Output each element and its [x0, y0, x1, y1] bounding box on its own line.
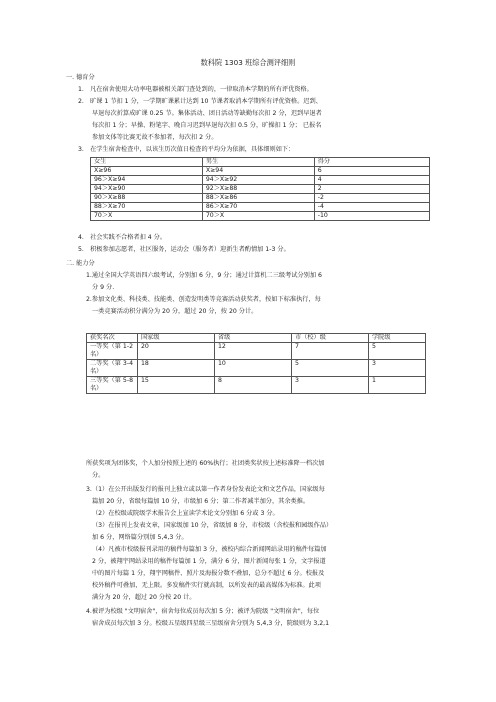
table-header-cell: 男生 [202, 158, 314, 167]
award-note-line-2: 分。 [92, 472, 105, 479]
ability-3-line-7: 2 分，被翔宇网站录用的稿件每篇加 1 分，满分 6 分，图片新闻每张 1 分，文字报道 [92, 558, 326, 565]
ability-1-line-1: 1.通过全国大学英语四六级考试，分别加 6 分，9 分；通过计算机二三级考试分别加 6 [86, 272, 322, 279]
ability-3-line-10: 满分为 20 分，超过 20 分按 20 计。 [92, 594, 196, 601]
ability-3-line-3: （2）在校级或院级学术报告会上宣读学术论文分别加 6 分或 3 分。 [92, 510, 279, 517]
table-cell: 88＞X≥70 [91, 203, 203, 212]
table-cell: 三等奖（第 5-8 名） [87, 377, 138, 394]
table-cell: 2 [314, 185, 429, 194]
table-cell: 86＞X≥70 [202, 203, 314, 212]
rule-2-line-1: 2. 旷课 1 节扣 1 分，一学期旷课累计达到 10 节课者取消本学期所有评优资格。迟到、 [78, 98, 322, 105]
table-cell: 4 [314, 176, 429, 185]
table-cell: 96＞X≥94 [91, 176, 203, 185]
ability-3-line-4: （3）在报刊上发表文章，国家级加 10 分，省级加 8 分，市校级（含校报和园级作品） [92, 522, 333, 529]
section-heading-ability: 二. 能力分 [66, 260, 95, 267]
table-cell: 3 [292, 377, 369, 394]
table-header-row [87, 334, 426, 343]
rule-2-line-2: 早退每次折算成旷课 0.25 节。集体活动、团日活动等缺勤每次扣 2 分，迟到早退者 [92, 110, 322, 117]
table-cell: 90＞X≥88 [91, 194, 203, 203]
rule-3: 3. 在学生宿舍检查中，以该生历次值日检查的平均分为依据，具体细则如下： [78, 146, 295, 153]
table-cell: 一等奖（第 1-2 名） [87, 343, 138, 360]
table-cell: -4 [314, 203, 429, 212]
table-cell: 8 [215, 377, 292, 394]
table-header-cell: 国家级 [138, 334, 215, 343]
table-cell: 92＞X≥88 [202, 185, 314, 194]
table-row [91, 203, 430, 212]
rule-4: 4. 社会实践不合格者扣 4 分。 [78, 234, 167, 241]
table-cell: 70＞X [202, 212, 314, 221]
table-cell: 5 [292, 360, 369, 377]
table-cell: -2 [314, 194, 429, 203]
ability-4-line-2: 宿舍成员每次加 3 分。校级五星级四星级三星级宿舍分别为 5,4,3 分，院级则为 3,2,1 [92, 620, 330, 627]
rule-2-line-3: 每次扣 1 分；早操、粉笔字、晚自习迟到早退每次扣 0.5 分，旷操扣 1 分； 已报名 [92, 122, 322, 129]
table-header-cell: 女生 [91, 158, 203, 167]
table-cell: 7 [292, 343, 369, 360]
ability-3-line-9: 校外稿件可叠加，无上限。多发稿件实行就高制，以所发表的最高媒体为标准。此项 [92, 582, 321, 589]
page-title: 数科院 1303 班综合测评细则 [200, 58, 296, 67]
table-cell: 15 [138, 377, 215, 394]
section-heading-moral: 一. 德育分 [66, 74, 95, 81]
rule-1: 1. 凡在宿舍使用大功率电器被相关部门查处到的，一律取消本学期的所有评优资格。 [78, 86, 313, 93]
dorm-score-table [90, 157, 430, 221]
table-row [91, 194, 430, 203]
table-cell: 二等奖（第 3-4 名） [87, 360, 138, 377]
ability-4-line-1: 4.被评为校级 "文明宿舍"，宿舍每位成员每次加 5 分；被评为院级 "文明宿舍"，每位 [86, 608, 320, 615]
table-cell: 3 [369, 360, 426, 377]
table-cell: 94＞X≥92 [202, 176, 314, 185]
table-cell: 6 [314, 167, 429, 176]
ability-3-line-6: （4）凡被市校级报刊录用的稿件每篇加 3 分，被校内综合新闻网站录用的稿件每篇加 [92, 546, 327, 553]
ability-3-line-8: 中的图片每篇 1 分，翔宇网稿件、照片及海报分数不叠加，总分不超过 6 分。校报及 [92, 570, 325, 577]
table-header-cell: 得分 [314, 158, 429, 167]
table-cell: 18 [138, 360, 215, 377]
ability-1-line-2: 分 9 分. [92, 284, 115, 291]
ability-3-line-5: 加 6 分，网络篇分别加 5,4,3 分。 [92, 534, 188, 541]
table-cell: X≥94 [202, 167, 314, 176]
table-cell: 88＞X≥86 [202, 194, 314, 203]
table-cell: 70＞X [91, 212, 203, 221]
table-header-cell: 获奖名次 [87, 334, 138, 343]
table-cell: 94＞X≥90 [91, 185, 203, 194]
table-cell: -10 [314, 212, 429, 221]
table-header-cell: 省级 [215, 334, 292, 343]
ability-2-line-2: 一类竞赛活动积分满分为 20 分，超过 20 分，按 20 分计。 [92, 308, 258, 315]
award-score-table [86, 333, 426, 394]
table-header-row [91, 158, 430, 167]
table-row [87, 343, 426, 360]
table-header-cell: 学院级 [369, 334, 426, 343]
table-cell: X≥96 [91, 167, 203, 176]
table-row [91, 212, 430, 221]
table-cell: 1 [369, 377, 426, 394]
table-row [91, 185, 430, 194]
table-row [91, 167, 430, 176]
award-note-line-1: 所获奖项为团体奖，个人加分按照上述的 60%执行；社团类奖状按上述标准降一档次加 [86, 460, 325, 467]
table-row [91, 176, 430, 185]
table-row [87, 360, 426, 377]
table-cell: 5 [369, 343, 426, 360]
table-header-cell: 市（校）级 [292, 334, 369, 343]
table-cell: 12 [215, 343, 292, 360]
table-cell: 20 [138, 343, 215, 360]
ability-3-line-2: 篇加 20 分，省级每篇加 10 分，市级加 6 分；第二作者减半加分，其余类推。 [92, 498, 310, 505]
rule-2-line-4: 参加文体等比赛无故不参加者，每次扣 2 分。 [92, 134, 218, 141]
table-cell: 10 [215, 360, 292, 377]
ability-2-line-1: 2.参加文化类、科技类、技能类、创造发明类等竞赛活动获奖者，按如下标准执行，每 [86, 296, 321, 303]
rule-5: 5. 积极参加志愿者，社区服务，运动会（服务者）迎新生者酌情加 1-3 分。 [78, 246, 290, 253]
ability-3-line-1: 3.（1）在公开出版发行的报刊上独立或以第一作者身份发表论文和文艺作品，国家级每 [86, 486, 325, 493]
table-row [87, 377, 426, 394]
